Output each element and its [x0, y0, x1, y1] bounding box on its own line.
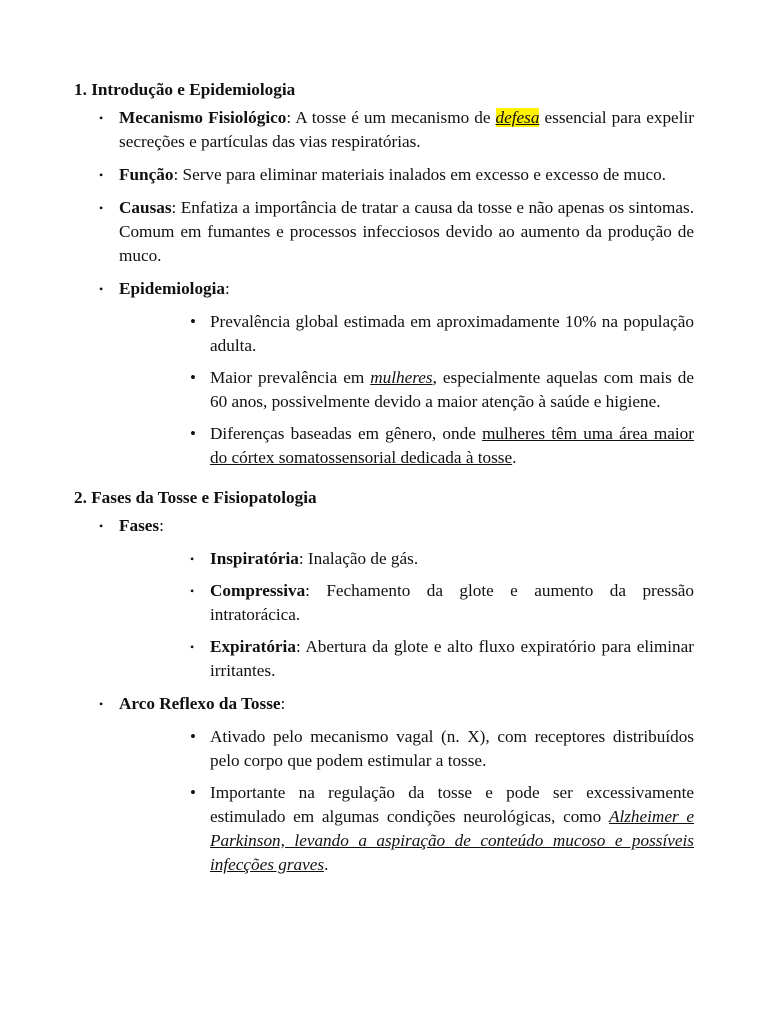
item-text: :: [280, 694, 286, 713]
sub-list: [119, 310, 694, 470]
item-text: Diferenças baseadas em gênero, onde: [210, 424, 483, 443]
item-text: : A tosse é um mecanismo de: [286, 108, 496, 127]
section-title: 2. Fases da Tosse e Fisiopatologia: [74, 488, 317, 507]
underlined-text: mulheres: [370, 368, 433, 387]
term: Epidemiologia: [119, 279, 226, 298]
item-text: , especialmente aquelas com mais de 60 anos, possivelmente devido a maior atenção à saúde e higiene.: [210, 368, 695, 411]
term: Arco Reflexo da Tosse: [119, 694, 281, 713]
item-text: : Abertura da glote e alto fluxo expiratório para eliminar irritantes.: [210, 637, 694, 680]
item-text: essencial para expelir secreções e partículas das vias respiratórias.: [119, 108, 694, 151]
list-item: [74, 163, 694, 187]
item-text: Prevalência global estimada em aproximadamente 10% na população adulta.: [210, 312, 694, 355]
item-text: : Serve para eliminar materiais inalados em excesso e excesso de muco.: [173, 165, 666, 184]
section-introducao: [74, 78, 694, 470]
list-item: [74, 196, 694, 268]
sub-list-item: [164, 310, 694, 358]
sub-list: [119, 725, 694, 877]
item-text: : Fechamento da glote e aumento da pressão intratorácica.: [210, 581, 694, 624]
underlined-text: Alzheimer e Parkinson, levando a aspiração de conteúdo mucoso e possíveis infecções graves: [210, 807, 694, 874]
sub-list: [119, 547, 694, 683]
term: Expiratória: [210, 637, 296, 656]
item-text: Maior prevalência em: [210, 368, 371, 387]
sub-list-item: [164, 547, 694, 571]
sub-list-item: [164, 579, 694, 627]
term: Função: [119, 165, 174, 184]
sub-list-item: [164, 635, 694, 683]
item-text: : Inalação de gás.: [298, 549, 419, 568]
item-text: : Enfatiza a importância de tratar a causa da tosse e não apenas os sintomas. Comum em fumantes e processos infecciosos devido ao aumento da produção de muco.: [119, 198, 694, 265]
underlined-text: mulheres têm uma área maior do córtex somatossensorial dedicada à tosse: [210, 424, 694, 467]
term: Inspiratória: [210, 549, 299, 568]
section-title: 1. Introdução e Epidemiologia: [74, 80, 296, 99]
sub-list-item: [164, 781, 694, 877]
term: Mecanismo Fisiológico: [119, 108, 287, 127]
item-text: Importante na regulação da tosse e pode ser excessivamente estimulado em algumas condições neurológicas, como: [210, 783, 694, 826]
sub-list-item: [164, 366, 694, 414]
section-fases: [74, 486, 694, 877]
sub-list-item: [164, 422, 694, 470]
term: Compressiva: [210, 581, 306, 600]
list-item: [74, 692, 694, 877]
highlighted-word: defesa: [495, 108, 540, 127]
item-text: :: [225, 279, 230, 298]
item-text: :: [159, 516, 164, 535]
list-item: [74, 514, 694, 683]
list-item: [74, 106, 694, 154]
sub-list-item: [164, 725, 694, 773]
item-text: .: [512, 448, 517, 467]
term: Fases: [119, 516, 160, 535]
item-text: .: [324, 855, 329, 874]
term: Causas: [119, 198, 172, 217]
bullet-list: [74, 106, 694, 470]
bullet-list: [74, 514, 694, 877]
list-item: [74, 277, 694, 470]
item-text: Ativado pelo mecanismo vagal (n. X), com receptores distribuídos pelo corpo que podem estimular a tosse.: [210, 727, 694, 770]
